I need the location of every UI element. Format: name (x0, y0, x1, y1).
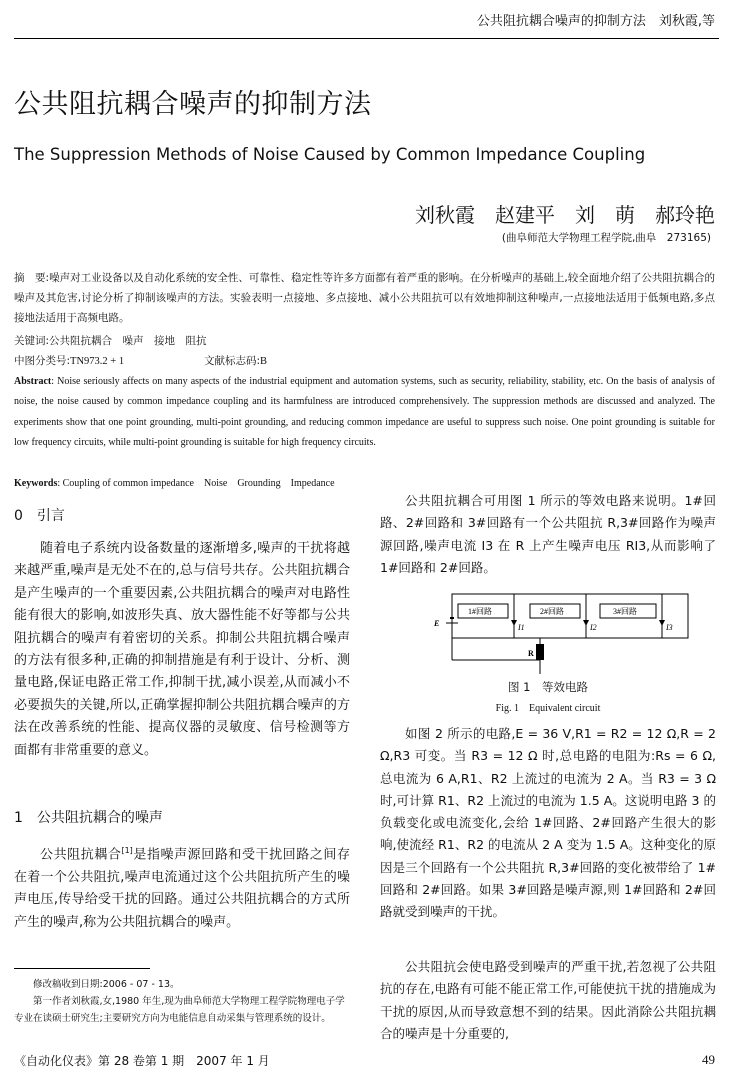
loop3-label: 3#回路 (613, 607, 637, 616)
label-e: E (434, 619, 440, 628)
abstract-en (14, 372, 715, 454)
circuit-outer-wire (452, 594, 688, 638)
keywords-cn-text: 公共阻抗耦合 噪声 接地 阻抗 (49, 335, 207, 347)
running-head: 公共阻抗耦合噪声的抑制方法 刘秋霞,等 (476, 14, 715, 29)
arrow-i1 (511, 620, 517, 626)
right-paragraph-2: 如图 2 所示的电路,E = 36 V,R1 = R2 = 12 Ω,R = 2 Ω,R3 可变。当 R3 = 12 Ω 时,总电路的电阻为:Rs = 6 Ω,总电流为 6 A,R1、R2 上流过的电流为 2 A。当 R3 = 3 Ω时,可计算 R1、R2 上流过的电流为 1.5 A。这说明电路 3 的负载变化或电流变化,会给 1#回路、2#回路产生很大的影响,使流经 R1、R2 的电流从 2 A 变为 1.5 A。这种变化的原因是三个回路有一个公共阻抗 R,3#回路的变化被带给了 1#回路和 2#回路。如果 3#回路是噪声源,则 1#回路和 2#回路就受到噪声的干扰。 (380, 726, 716, 920)
keywords-cn-label: 关键词: (14, 335, 50, 347)
loop1-label: 1#回路 (468, 607, 492, 616)
figure-caption-en: Fig. 1 Equivalent circuit (495, 703, 601, 714)
abstract-cn-text: 噪声对工业设备以及自动化系统的安全性、可靠性、稳定性等许多方面都有着严重的影响。在分析噪声的基础上,较全面地介绍了公共阻抗耦合的噪声及其危害,讨论分析了抑制该噪声的方法。实验表明一点接地、多点接地、减小公共阻抗可以有效地抑制这种噪声,一点接地法适用于低频电路,多点接地法适用于高频电路。 (14, 272, 715, 324)
section-1-heading: 1 公共阻抗耦合的噪声 (14, 810, 163, 826)
authors: 刘秋霞 赵建平 刘 萌 郝玲艳 (415, 203, 715, 227)
title-cn: 公共阻抗耦合噪声的抑制方法 (14, 89, 372, 120)
loop2-label: 2#回路 (540, 607, 564, 616)
resistor-r (536, 644, 544, 660)
abstract-cn-label: 摘 要: (14, 272, 50, 284)
footnote (14, 976, 352, 1027)
section-1-text-b: 是指噪声源回路和受干扰回路之间存在着一个公共阻抗,噪声电流通过这个公共阻抗所产生的噪声电压,传导给受干扰的回路。通过公共阻抗耦合的方式所产生的噪声,称为公共阻抗耦合的噪声。 (14, 847, 350, 930)
abstract-en-label: Abstract (14, 376, 52, 387)
footer-journal: 《自动化仪表》第 28 卷第 1 期 2007 年 1 月 (14, 1054, 270, 1068)
abstract-en-text: : Noise seriously affects on many aspects of the industrial equipment and automation systems, such as security, reliability, stability, etc. On the basis of analysis of noise, the noise caused by common impedance coupling and its harmfulness are introduced comprehensively. The suppression methods are discussed and analyzed. The experiments show that one point grounding, multi-point grounding, and reducing common impedance are useful to suppress such noise. One point grounding is suitable for low frequency circuits, while multi-point grounding is suitable for high frequency circuits. (14, 376, 715, 449)
right-paragraph-1: 公共阻抗耦合可用图 1 所示的等效电路来说明。1#回路、2#回路和 3#回路有一个公共阻抗 R,3#回路作为噪声源回路,噪声电流 I3 在 R 上产生噪声电压 RI3,从而影响了 1#回路和 2#回路。 (380, 493, 716, 575)
section-0-heading: 0 引言 (14, 508, 65, 524)
clc-line (14, 351, 715, 372)
label-i1: I1 (518, 623, 525, 632)
header-rule (14, 38, 719, 39)
keywords-en-label: Keywords (14, 478, 58, 489)
abstract-cn (14, 268, 715, 328)
footnote-received: 修改稿收到日期:2006 - 07 - 13。 (33, 979, 180, 990)
keywords-en-text: : Coupling of common impedance Noise Grounding Impedance (57, 478, 335, 489)
footnote-rule (14, 968, 150, 969)
clc-label: 中图分类号: (14, 355, 71, 367)
right-paragraph-3: 公共阻抗会使电路受到噪声的严重干扰,若忽视了公共阻抗的存在,电路有可能不能正常工作,可能使抗干扰的措施成为干扰的原因,从而导致意想不到的结果。因此消除公共阻抗耦合的噪声是十分重要的, (380, 959, 716, 1041)
doc-code-value: B (260, 356, 268, 367)
figure-equivalent-circuit (430, 590, 700, 674)
arrow-i3 (659, 620, 665, 626)
section-1-text-a: 公共阻抗耦合 (40, 847, 122, 863)
doc-code-label: 文献标志码: (204, 355, 261, 367)
citation-1: [1] (121, 846, 133, 855)
section-0-paragraph: 随着电子系统内设备数量的逐渐增多,噪声的干扰将越来越严重,噪声是无处不在的,总与信号共存。公共阻抗耦合是产生噪声的一个重要因素,公共阻抗耦合的噪声对电路性能有很大的影响,如波形失真、放大器性能不好等都与公共阻抗耦合的噪声有着密切的关系。抑制公共阻抗耦合噪声的方法有很多种,正确的抑制措施是有利于设计、分析、测量电路,保证电路正常工作,抑制干扰,减小误差,从而减小不必要损失的关键,所以,正确掌握抑制公共阻抗耦合噪声的方法在改善系统的性能、提高仪器的灵敏度、信号检测等方面都有非常重要的意义。 (14, 541, 350, 758)
clc-value: TN973.2 + 1 (70, 356, 125, 367)
label-i3: I3 (666, 623, 673, 632)
page-number: 49 (702, 1052, 715, 1067)
footnote-author: 第一作者刘秋霞,女,1980 年生,现为曲阜师范大学物理工程学院物理电子学专业在读硕士研究生;主要研究方向为电能信息自动采集与管理系统的设计。 (14, 996, 345, 1024)
arrow-i2 (583, 620, 589, 626)
label-r: R (528, 649, 534, 658)
title-en: The Suppression Methods of Noise Caused by Common Impedance Coupling (14, 145, 646, 164)
keywords-cn (14, 331, 715, 351)
section-1-paragraph (14, 840, 350, 934)
label-i2: I2 (590, 623, 597, 632)
affiliation: (曲阜师范大学物理工程学院,曲阜 273165) (501, 232, 711, 244)
figure-caption-cn: 图 1 等效电路 (508, 680, 588, 694)
